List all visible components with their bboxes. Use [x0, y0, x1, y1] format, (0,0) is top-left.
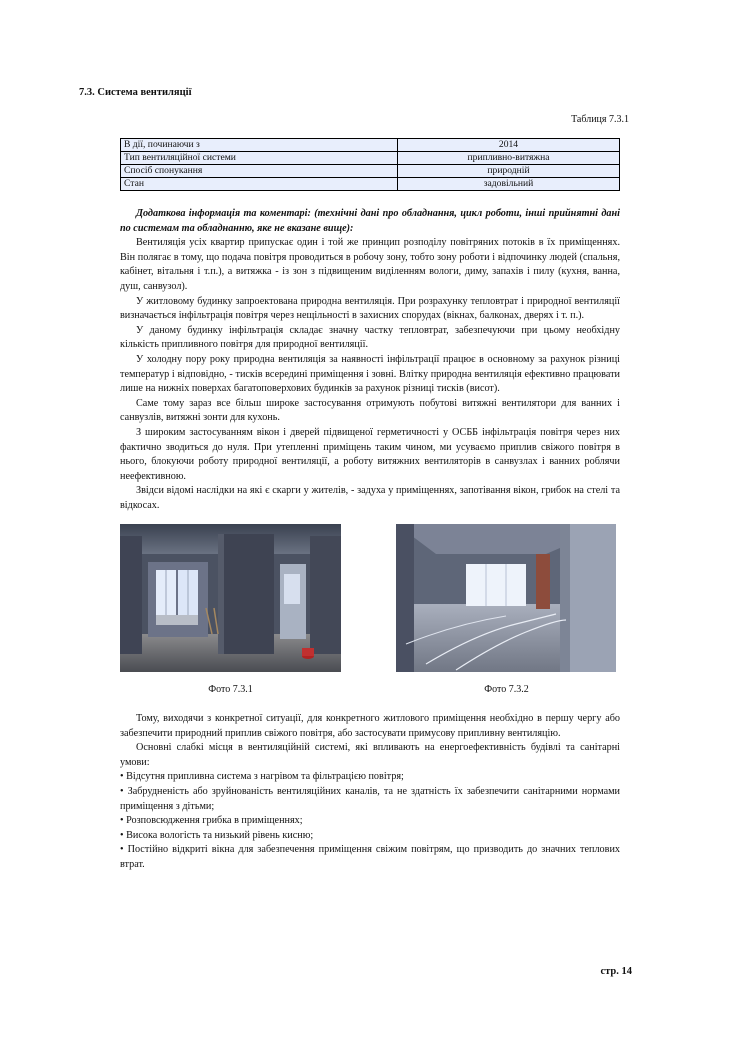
photo-7-3-2 [396, 524, 616, 672]
table-caption: Таблиця 7.3.1 [571, 114, 629, 125]
photo-7-3-1 [120, 524, 341, 672]
bullet-item: • Відсутня припливна система з нагрівом та фільтрацією повітря; [120, 771, 404, 783]
bullet-item: • Розповсюдження грибка в приміщеннях; [120, 815, 303, 827]
comments-section [120, 207, 620, 513]
paragraph: Звідси відомі наслідки на які є скарги у жителів, - задуха у приміщеннях, запотівання вікон, грибок на стелі та відкосах. [120, 485, 620, 511]
table-row [121, 165, 620, 178]
table-key: Тип вентиляційної системи [121, 152, 398, 165]
paragraph: Вентиляція усіх квартир припускає один і той же принцип розподілу повітряних потоків в їх приміщеннях. Він полягає в тому, що подача повітря проводиться в робочу зону, тобто зону роботи і відпочинку людей (спальня, кабінет, вітальня і т.п.), а витяжка - із зон з підвищеним виділенням вологи, диму, запахів і пилу (кухня, ванна, душ, санвузол). [120, 237, 620, 292]
table-row [121, 139, 620, 152]
paragraph: Тому, виходячи з конкретної ситуації, для конкретного житлового приміщення необхідно в першу чергу або забезпечити природний приплив свіжого повітря, або застосувати примусову припливну вентиляцію. [120, 713, 620, 739]
photo-caption: Фото 7.3.2 [484, 684, 529, 695]
paragraph: У даному будинку інфільтрація складає значну частку тепловтрат, забезпечуючи при цьому необхідну кількість припливного повітря для природної вентиляції. [120, 324, 620, 351]
table-key: В дії, починаючи з [121, 139, 398, 152]
photo-caption: Фото 7.3.1 [208, 684, 253, 695]
paragraph: З широким застосуванням вікон і дверей підвищеної герметичності у ОСББ інфільтрація повітря через них фактично зводиться до нуля. При утепленні приміщень таким чином, ми усуваємо приплив свіжого повітря в нього, блокуючи роботу природної вентиляції, а роботу витяжних вентиляторів в санвузлах і ванних роблячи неефективною. [120, 426, 620, 482]
weak-points-section [120, 712, 620, 873]
table-key: Спосіб спонукання [121, 165, 398, 178]
table-row [121, 178, 620, 191]
comments-heading: Додаткова інформація та коментарі: (технічні дані про обладнання, цикл роботи, інші прийнятні дані по системам та обладнанню, яке не вказане вище): [120, 208, 620, 234]
table-value: припливно-витяжна [398, 152, 620, 165]
table-key: Стан [121, 178, 398, 191]
paragraph: У житловому будинку запроектована природна вентиляція. При розрахунку тепловтрат і природної вентиляції визначається інфільтрація повітря через нещільності в захисних спорудах (вікнах, балконах, дверях і т. п.). [120, 295, 620, 322]
page-number: стр. 14 [600, 966, 632, 977]
table-row [121, 152, 620, 165]
paragraph: Саме тому зараз все більш широке застосування отримують побутові витяжні вентилятори для ванних і санвузлів, витяжні зонти для кухонь. [120, 397, 620, 424]
paragraph: У холодну пору року природна вентиляція за наявності інфільтрації працює в основному за рахунок різниці температур і відповідно, - тисків всередині приміщення і зовні. Влітку природна вентиляція ефективно працювати лише на нижніх поверхах багатоповерхових будинків за рахунок різниці тисків (висот). [120, 353, 620, 395]
paragraph: Основні слабкі місця в вентиляційній системі, які впливають на енергоефективність будівлі та санітарні умови: [120, 742, 620, 768]
ventilation-info-table [120, 138, 620, 191]
table-value: задовільний [398, 178, 620, 191]
bullet-item: • Забрудненість або зруйнованість вентиляційних каналів, та не здатність їх забезпечити санітарними нормами приміщення з дітьми; [120, 785, 620, 812]
bullet-item: • Висока вологість та низький рівень кисню; [120, 829, 314, 841]
section-title: 7.3. Система вентиляції [79, 87, 192, 98]
table-value: 2014 [398, 139, 620, 152]
table-value: природній [398, 165, 620, 178]
bullet-item: • Постійно відкриті вікна для забезпечення приміщення свіжим повітрям, що призводить до значних теплових втрат. [120, 844, 620, 870]
